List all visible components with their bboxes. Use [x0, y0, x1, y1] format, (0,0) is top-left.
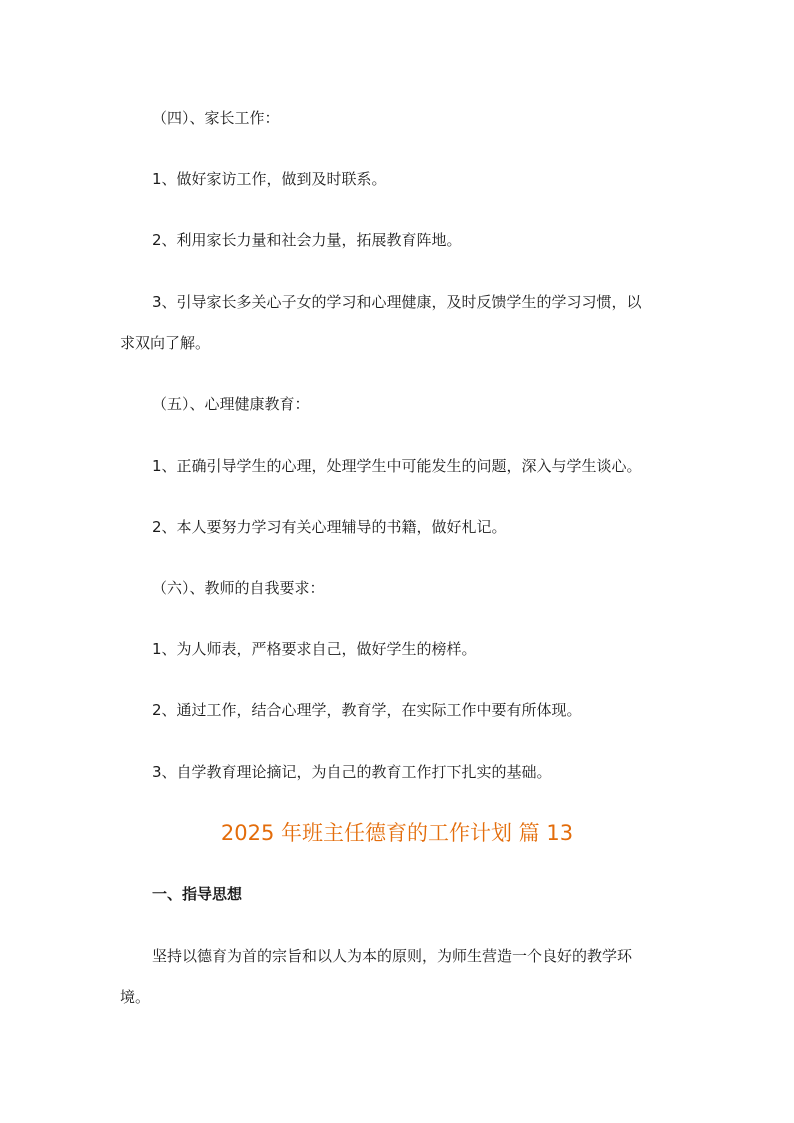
section-title-parents-work: （四）、家长工作：: [152, 109, 280, 127]
section-title-mental-health: （五）、心理健康教育：: [152, 395, 310, 413]
paragraph-line-continuation: 境。: [120, 988, 151, 1006]
list-item: 1、做好家访工作，做到及时联系。: [152, 170, 387, 188]
list-item: 2、利用家长力量和社会力量，拓展教育阵地。: [152, 231, 462, 249]
section-title-teacher-requirements: （六）、教师的自我要求：: [152, 579, 325, 597]
list-item: 3、引导家长多关心子女的学习和心理健康，及时反馈学生的学习习惯，以: [152, 293, 642, 311]
list-item: 3、自学教育理论摘记，为自己的教育工作打下扎实的基础。: [152, 763, 552, 781]
list-item: 2、通过工作，结合心理学，教育学，在实际工作中要有所体现。: [152, 701, 582, 719]
plan-heading: 2025 年班主任德育的工作计划 篇 13: [220, 821, 574, 845]
list-item: 1、为人师表，严格要求自己，做好学生的榜样。: [152, 640, 477, 658]
paragraph-line: 坚持以德育为首的宗旨和以人为本的原则，为师生营造一个良好的教学环: [152, 947, 633, 965]
list-item: 1、正确引导学生的心理，处理学生中可能发生的问题，深入与学生谈心。: [152, 457, 642, 475]
list-item-continuation: 求双向了解。: [120, 334, 211, 352]
section-title-guiding-ideology: 一、指导思想: [152, 885, 243, 903]
list-item: 2、本人要努力学习有关心理辅导的书籍，做好札记。: [152, 518, 507, 536]
